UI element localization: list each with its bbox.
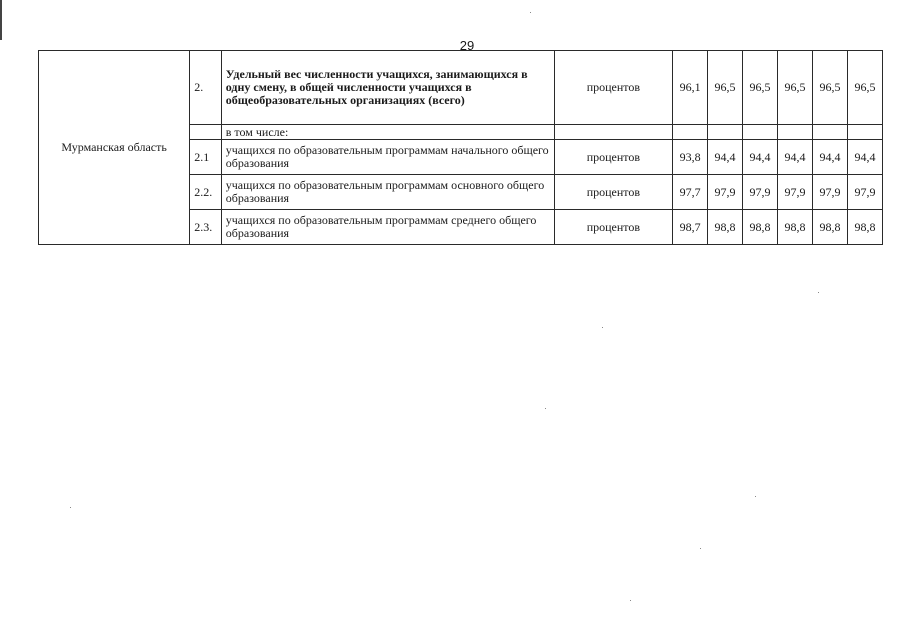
value-cell: 96,5	[812, 51, 847, 125]
value-cell: 97,7	[673, 175, 708, 210]
region-cell: Мурманская область	[39, 51, 190, 245]
value-cell: 94,4	[708, 140, 743, 175]
scan-speck	[70, 507, 71, 508]
unit-cell: процентов	[554, 210, 672, 245]
value-cell: 93,8	[673, 140, 708, 175]
value-cell: 96,5	[708, 51, 743, 125]
scan-speck	[530, 12, 531, 13]
unit-cell	[554, 125, 672, 140]
scan-speck	[700, 548, 701, 549]
scan-speck	[755, 496, 756, 497]
value-cell	[812, 125, 847, 140]
unit-cell: процентов	[554, 51, 672, 125]
value-cell: 96,5	[743, 51, 778, 125]
value-cell: 97,9	[847, 175, 882, 210]
indicator-name: в том числе:	[221, 125, 554, 140]
row-number	[190, 125, 222, 140]
value-cell: 96,5	[847, 51, 882, 125]
page-number: 29	[459, 38, 475, 53]
value-cell: 96,5	[778, 51, 813, 125]
indicator-table	[38, 50, 883, 245]
value-cell: 97,9	[778, 175, 813, 210]
value-cell	[847, 125, 882, 140]
value-cell: 98,8	[708, 210, 743, 245]
value-cell: 97,9	[708, 175, 743, 210]
row-number: 2.3.	[190, 210, 222, 245]
value-cell: 97,9	[812, 175, 847, 210]
value-cell	[778, 125, 813, 140]
table-row	[39, 51, 883, 125]
value-cell	[673, 125, 708, 140]
row-number: 2.	[190, 51, 222, 125]
value-cell	[743, 125, 778, 140]
scan-speck	[545, 408, 546, 409]
value-cell: 94,4	[847, 140, 882, 175]
scan-edge-mark	[0, 0, 2, 40]
value-cell: 97,9	[743, 175, 778, 210]
value-cell: 98,8	[778, 210, 813, 245]
value-cell: 98,8	[743, 210, 778, 245]
unit-cell: процентов	[554, 175, 672, 210]
value-cell: 98,8	[847, 210, 882, 245]
row-number: 2.1	[190, 140, 222, 175]
indicator-name: учащихся по образовательным программам начального общего образования	[221, 140, 554, 175]
value-cell: 98,8	[812, 210, 847, 245]
value-cell: 94,4	[743, 140, 778, 175]
row-number: 2.2.	[190, 175, 222, 210]
value-cell	[708, 125, 743, 140]
indicator-name: учащихся по образовательным программам основного общего образования	[221, 175, 554, 210]
indicator-name: учащихся по образовательным программам среднего общего образования	[221, 210, 554, 245]
value-cell: 94,4	[778, 140, 813, 175]
indicator-name: Удельный вес численности учащихся, занимающихся в одну смену, в общей численности учащихся в общеобразовательных организациях (всего)	[221, 51, 554, 125]
scan-speck	[602, 327, 603, 328]
scan-speck	[630, 600, 631, 601]
scan-speck	[818, 292, 819, 293]
table-body	[39, 51, 883, 245]
value-cell: 94,4	[812, 140, 847, 175]
value-cell: 98,7	[673, 210, 708, 245]
unit-cell: процентов	[554, 140, 672, 175]
value-cell: 96,1	[673, 51, 708, 125]
